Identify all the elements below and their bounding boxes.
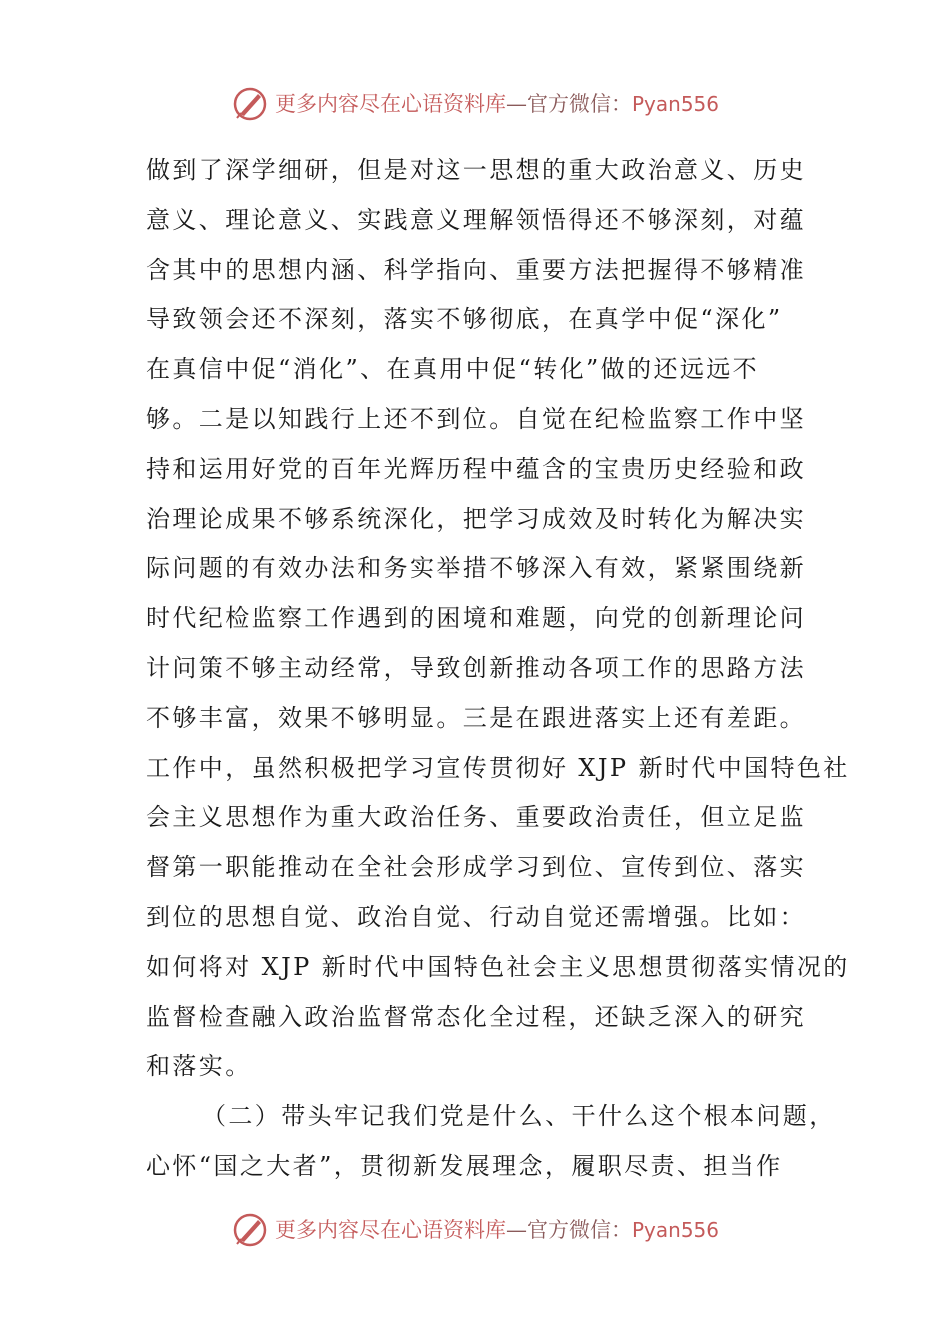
text-line: 含其中的思想内涵、科学指向、重要方法把握得不够精准: [146, 255, 806, 284]
text-line: 治理论成果不够系统深化，把学习成效及时转化为解决实: [146, 504, 806, 533]
watermark-sub-text: —官方微信：: [505, 1217, 632, 1242]
watermark-wechat-id: Pyan556: [631, 1217, 719, 1242]
text-line: 持和运用好党的百年光辉历程中蕴含的宝贵历史经验和政: [146, 454, 806, 483]
watermark-sub-text: —官方微信：: [505, 91, 632, 116]
text-line: 做到了深学细研，但是对这一思想的重大政治意义、历史: [146, 156, 806, 184]
header-watermark: [0, 82, 950, 126]
text-line: 监督检查融入政治监督常态化全过程，还缺乏深入的研究: [146, 1002, 806, 1031]
text-line: 心怀“国之大者”，贯彻新发展理念，履职尽责、担当作: [146, 1151, 783, 1180]
text-line: 如何将对 XJP 新时代中国特色社会主义思想贯彻落实情况的: [146, 952, 850, 981]
watermark-wechat-id: Pyan556: [631, 91, 719, 116]
text-line: 不够丰富，效果不够明显。三是在跟进落实上还有差距。: [146, 703, 806, 732]
body-text: [146, 146, 850, 1192]
quill-logo-icon: [231, 85, 269, 123]
text-line: 和落实。: [146, 1052, 252, 1081]
text-line: 到位的思想自觉、政治自觉、行动自觉还需增强。比如：: [146, 902, 806, 931]
text-line: 工作中，虽然积极把学习宣传贯彻好 XJP 新时代中国特色社: [146, 753, 850, 782]
watermark-main-text: 更多内容尽在心语资料库: [274, 1217, 506, 1242]
section-heading-line: （二）带头牢记我们党是什么、干什么这个根本问题，: [202, 1102, 836, 1131]
text-line: 意义、理论意义、实践意义理解领悟得还不够深刻，对蕴: [146, 205, 806, 234]
text-line: 时代纪检监察工作遇到的困境和难题，向党的创新理论问: [146, 604, 806, 633]
text-line: 会主义思想作为重大政治任务、重要政治责任，但立足监: [146, 803, 806, 832]
text-line: 在真信中促“消化”、在真用中促“转化”做的还远远不: [146, 355, 760, 384]
text-line: 计问策不够主动经常，导致创新推动各项工作的思路方法: [146, 653, 806, 682]
quill-logo-icon: [231, 1211, 269, 1249]
text-line: 际问题的有效办法和务实举措不够深入有效，紧紧围绕新: [146, 554, 806, 583]
text-line: 导致领会还不深刻，落实不够彻底，在真学中促“深化”: [146, 305, 783, 334]
text-line: 够。二是以知践行上还不到位。自觉在纪检监察工作中坚: [146, 404, 806, 433]
text-line: 督第一职能推动在全社会形成学习到位、宣传到位、落实: [146, 853, 806, 882]
footer-watermark: [0, 1208, 950, 1252]
watermark-main-text: 更多内容尽在心语资料库: [274, 91, 506, 116]
